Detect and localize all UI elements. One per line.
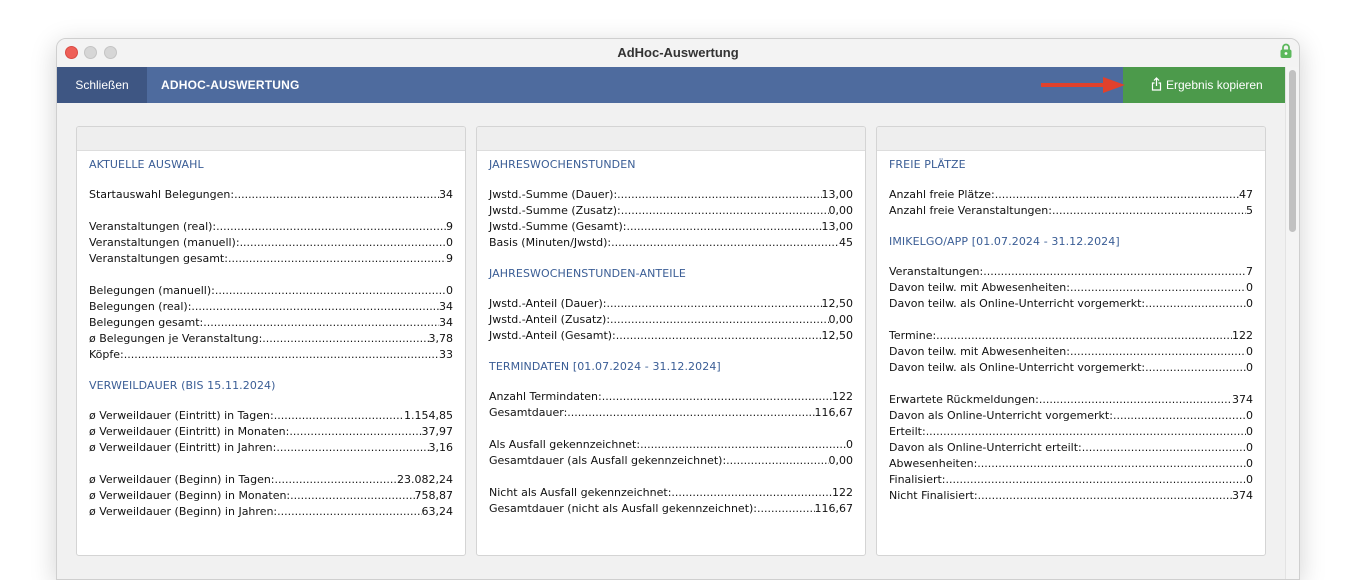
- stat-row: [89, 283, 453, 299]
- stat-value: 0: [1246, 409, 1253, 422]
- stat-label: Davon teilw. als Online-Unterricht vorgemerkt:: [889, 297, 1146, 310]
- stat-value: 0: [846, 438, 853, 451]
- section-heading: FREIE PLÄTZE: [889, 158, 966, 171]
- stat-row: [489, 501, 853, 517]
- stat-row: [89, 187, 453, 203]
- stat-row: [889, 280, 1253, 296]
- stat-label: Gesamtdauer:: [489, 406, 568, 419]
- stat-row: [889, 408, 1253, 424]
- dot-leader: [567, 405, 814, 421]
- window-title: AdHoc-Auswertung: [617, 45, 739, 60]
- stat-value: 34: [439, 300, 453, 313]
- stat-label: Belegungen gesamt:: [89, 316, 204, 329]
- title-bar: [57, 39, 1299, 67]
- stat-row: [889, 360, 1253, 376]
- dot-leader: [191, 299, 439, 315]
- stat-value: 7: [1246, 265, 1253, 278]
- dot-leader: [616, 328, 822, 344]
- stat-row: [889, 440, 1253, 456]
- stat-value: 0: [1246, 473, 1253, 486]
- dot-leader: [290, 488, 414, 504]
- stat-label: Erwartete Rückmeldungen:: [889, 393, 1039, 406]
- stat-label: Jwstd.-Anteil (Gesamt):: [489, 329, 616, 342]
- stat-label: Nicht als Ausfall gekennzeichnet:: [489, 486, 672, 499]
- stat-value: 3,78: [428, 332, 453, 345]
- section-spacer: [489, 517, 853, 525]
- dot-leader: [274, 408, 404, 424]
- stat-label: Termine:: [889, 329, 937, 342]
- dot-leader: [995, 187, 1239, 203]
- dot-leader: [1052, 203, 1246, 219]
- stat-label: Jwstd.-Summe (Zusatz):: [489, 204, 621, 217]
- panel-header: [477, 127, 865, 151]
- stat-value: 122: [1232, 329, 1253, 342]
- stat-value: 33: [439, 348, 453, 361]
- panel-body: [77, 151, 465, 528]
- stat-label: Belegungen (real):: [89, 300, 192, 313]
- stat-value: 0: [1246, 441, 1253, 454]
- stat-label: ø Verweildauer (Eintritt) in Jahren:: [89, 441, 277, 454]
- close-button[interactable]: Schließen: [57, 67, 147, 103]
- stat-row: [489, 485, 853, 501]
- annotation-arrow-icon: [1041, 76, 1125, 94]
- stat-row: [89, 219, 453, 235]
- dot-leader: [240, 235, 446, 251]
- stat-row: [489, 328, 853, 344]
- stat-value: 374: [1232, 393, 1253, 406]
- stat-label: ø Verweildauer (Beginn) in Tagen:: [89, 473, 275, 486]
- stat-value: 122: [832, 486, 853, 499]
- stat-label: Davon als Online-Unterricht erteilt:: [889, 441, 1082, 454]
- stat-value: 122: [832, 390, 853, 403]
- panel-annual-hours: [476, 126, 866, 556]
- dot-leader: [671, 485, 832, 501]
- section-spacer: [489, 251, 853, 259]
- dot-leader: [606, 296, 821, 312]
- stat-value: 9: [446, 252, 453, 265]
- stat-label: Basis (Minuten/Jwstd):: [489, 236, 612, 249]
- stat-value: 0: [1246, 457, 1253, 470]
- panel-body: [877, 151, 1265, 512]
- stat-value: 45: [839, 236, 853, 249]
- stat-row: [89, 504, 453, 520]
- stat-value: 9: [446, 220, 453, 233]
- stat-label: Davon teilw. mit Abwesenheiten:: [889, 281, 1070, 294]
- dot-leader: [757, 501, 814, 517]
- stat-row: [489, 437, 853, 453]
- stat-value: 0: [1246, 281, 1253, 294]
- dot-leader: [1145, 296, 1246, 312]
- section-heading: VERWEILDAUER (BIS 15.11.2024): [89, 379, 276, 392]
- stat-row: [889, 424, 1253, 440]
- group-spacer: [489, 469, 853, 485]
- section-spacer: [89, 520, 453, 528]
- stat-label: Abwesenheiten:: [889, 457, 978, 470]
- stat-value: 47: [1239, 188, 1253, 201]
- copy-result-button[interactable]: [1123, 67, 1285, 103]
- stat-label: Jwstd.-Summe (Dauer):: [489, 188, 618, 201]
- stat-label: Veranstaltungen (real):: [89, 220, 217, 233]
- toolbar-title: ADHOC-AUSWERTUNG: [161, 78, 300, 92]
- stat-value: 3,16: [428, 441, 453, 454]
- lock-icon: [1279, 43, 1293, 59]
- group-spacer: [889, 376, 1253, 392]
- dot-leader: [983, 264, 1246, 280]
- dot-leader: [1082, 440, 1246, 456]
- stat-label: Als Ausfall gekennzeichnet:: [489, 438, 641, 451]
- stat-label: Startauswahl Belegungen:: [89, 188, 235, 201]
- stat-value: 0: [1246, 297, 1253, 310]
- dot-leader: [726, 453, 828, 469]
- dot-leader: [610, 312, 828, 328]
- dot-leader: [936, 328, 1232, 344]
- stat-row: [89, 347, 453, 363]
- stat-value: 13,00: [821, 188, 853, 201]
- group-spacer: [89, 456, 453, 472]
- stat-value: 12,50: [821, 297, 853, 310]
- stat-value: 0,00: [828, 204, 853, 217]
- section-spacer: [889, 219, 1253, 227]
- stat-label: Davon teilw. mit Abwesenheiten:: [889, 345, 1070, 358]
- stat-value: 116,67: [814, 502, 853, 515]
- section-spacer: [89, 363, 453, 371]
- stat-row: [89, 299, 453, 315]
- section-spacer: [489, 344, 853, 352]
- dot-leader: [289, 424, 421, 440]
- stat-row: [89, 424, 453, 440]
- stat-value: 758,87: [414, 489, 453, 502]
- stat-label: Finalisiert:: [889, 473, 946, 486]
- stat-row: [889, 187, 1253, 203]
- stat-value: 63,24: [421, 505, 453, 518]
- stat-row: [489, 235, 853, 251]
- section-heading: JAHRESWOCHENSTUNDEN: [489, 158, 636, 171]
- dot-leader: [275, 472, 398, 488]
- stat-value: 0,00: [828, 313, 853, 326]
- stat-label: Veranstaltungen (manuell):: [89, 236, 240, 249]
- stat-value: 0: [1246, 361, 1253, 374]
- dot-leader: [124, 347, 439, 363]
- stat-row: [889, 203, 1253, 219]
- dot-leader: [640, 437, 846, 453]
- dot-leader: [946, 472, 1246, 488]
- stat-value: 5: [1246, 204, 1253, 217]
- stat-value: 374: [1232, 489, 1253, 502]
- stat-row: [889, 472, 1253, 488]
- stat-row: [889, 296, 1253, 312]
- stat-value: 0: [446, 284, 453, 297]
- dot-leader: [1145, 360, 1246, 376]
- stat-label: Veranstaltungen gesamt:: [89, 252, 228, 265]
- copy-result-label: Ergebnis kopieren: [1166, 78, 1263, 92]
- dot-leader: [228, 251, 446, 267]
- stat-label: ø Verweildauer (Beginn) in Jahren:: [89, 505, 278, 518]
- dot-leader: [926, 424, 1246, 440]
- group-spacer: [89, 203, 453, 219]
- stat-row: [489, 203, 853, 219]
- stat-value: 1.154,85: [404, 409, 453, 422]
- stat-value: 23.082,24: [397, 473, 453, 486]
- stat-row: [89, 408, 453, 424]
- section-heading: JAHRESWOCHENSTUNDEN-ANTEILE: [489, 267, 686, 280]
- stat-row: [489, 453, 853, 469]
- stat-label: Köpfe:: [89, 348, 124, 361]
- dot-leader: [277, 504, 421, 520]
- stat-value: 0: [1246, 345, 1253, 358]
- stat-row: [89, 251, 453, 267]
- dot-leader: [262, 331, 428, 347]
- stat-row: [489, 312, 853, 328]
- dot-leader: [617, 187, 821, 203]
- panel-body: [477, 151, 865, 525]
- group-spacer: [89, 267, 453, 283]
- stat-label: Jwstd.-Anteil (Dauer):: [489, 297, 607, 310]
- scrollbar-thumb[interactable]: [1289, 70, 1296, 232]
- stat-row: [489, 296, 853, 312]
- stat-label: Anzahl freie Plätze:: [889, 188, 995, 201]
- stat-label: Gesamtdauer (nicht als Ausfall gekennzeichnet):: [489, 502, 758, 515]
- stat-value: 12,50: [821, 329, 853, 342]
- dot-leader: [1113, 408, 1246, 424]
- stat-row: [489, 405, 853, 421]
- stat-label: Erteilt:: [889, 425, 926, 438]
- stat-row: [889, 344, 1253, 360]
- stat-label: Anzahl Termindaten:: [489, 390, 602, 403]
- section-heading: IMIKELGO/APP [01.07.2024 - 31.12.2024]: [889, 235, 1120, 248]
- stat-value: 0: [446, 236, 453, 249]
- section-heading: TERMINDATEN [01.07.2024 - 31.12.2024]: [489, 360, 721, 373]
- dot-leader: [215, 283, 446, 299]
- dot-leader: [216, 219, 446, 235]
- dot-leader: [1070, 280, 1246, 296]
- app-window: [56, 38, 1300, 580]
- share-icon: [1151, 77, 1162, 91]
- section-heading: AKTUELLE AUSWAHL: [89, 158, 204, 171]
- section-spacer: [889, 504, 1253, 512]
- stat-row: [89, 440, 453, 456]
- group-spacer: [889, 312, 1253, 328]
- stat-row: [89, 235, 453, 251]
- stat-value: 34: [439, 316, 453, 329]
- stat-row: [489, 219, 853, 235]
- stat-row: [89, 331, 453, 347]
- dot-leader: [611, 235, 839, 251]
- panel-current-selection: [76, 126, 466, 556]
- stat-label: Jwstd.-Summe (Gesamt):: [489, 220, 627, 233]
- dot-leader: [234, 187, 439, 203]
- stat-label: ø Verweildauer (Beginn) in Monaten:: [89, 489, 291, 502]
- stat-label: Veranstaltungen:: [889, 265, 984, 278]
- stat-value: 13,00: [821, 220, 853, 233]
- dot-leader: [203, 315, 439, 331]
- stat-label: Nicht Finalisiert:: [889, 489, 978, 502]
- stat-row: [889, 392, 1253, 408]
- dot-leader: [276, 440, 428, 456]
- stat-value: 116,67: [814, 406, 853, 419]
- stat-label: ø Verweildauer (Eintritt) in Monaten:: [89, 425, 290, 438]
- dot-leader: [602, 389, 832, 405]
- stat-label: Gesamtdauer (als Ausfall gekennzeichnet):: [489, 454, 727, 467]
- stat-label: Anzahl freie Veranstaltungen:: [889, 204, 1052, 217]
- dot-leader: [621, 203, 829, 219]
- stat-label: Belegungen (manuell):: [89, 284, 215, 297]
- stat-row: [89, 315, 453, 331]
- vertical-scrollbar[interactable]: [1285, 67, 1300, 579]
- panel-free-places: [876, 126, 1266, 556]
- stat-row: [89, 472, 453, 488]
- stat-label: Jwstd.-Anteil (Zusatz):: [489, 313, 611, 326]
- panel-header: [77, 127, 465, 151]
- panel-header: [877, 127, 1265, 151]
- stat-value: 34: [439, 188, 453, 201]
- stat-label: Davon teilw. als Online-Unterricht vorgemerkt:: [889, 361, 1146, 374]
- stat-row: [89, 488, 453, 504]
- dot-leader: [978, 488, 1232, 504]
- stat-row: [889, 328, 1253, 344]
- stat-row: [889, 264, 1253, 280]
- stat-label: ø Belegungen je Veranstaltung:: [89, 332, 263, 345]
- stat-label: Davon als Online-Unterricht vorgemerkt:: [889, 409, 1113, 422]
- stat-label: ø Verweildauer (Eintritt) in Tagen:: [89, 409, 274, 422]
- stat-value: 0,00: [828, 454, 853, 467]
- stat-row: [889, 456, 1253, 472]
- stat-value: 0: [1246, 425, 1253, 438]
- dot-leader: [977, 456, 1246, 472]
- stat-value: 37,97: [421, 425, 453, 438]
- dot-leader: [1039, 392, 1232, 408]
- group-spacer: [489, 421, 853, 437]
- stat-row: [489, 187, 853, 203]
- dot-leader: [1070, 344, 1246, 360]
- dot-leader: [626, 219, 821, 235]
- stat-row: [489, 389, 853, 405]
- stat-row: [889, 488, 1253, 504]
